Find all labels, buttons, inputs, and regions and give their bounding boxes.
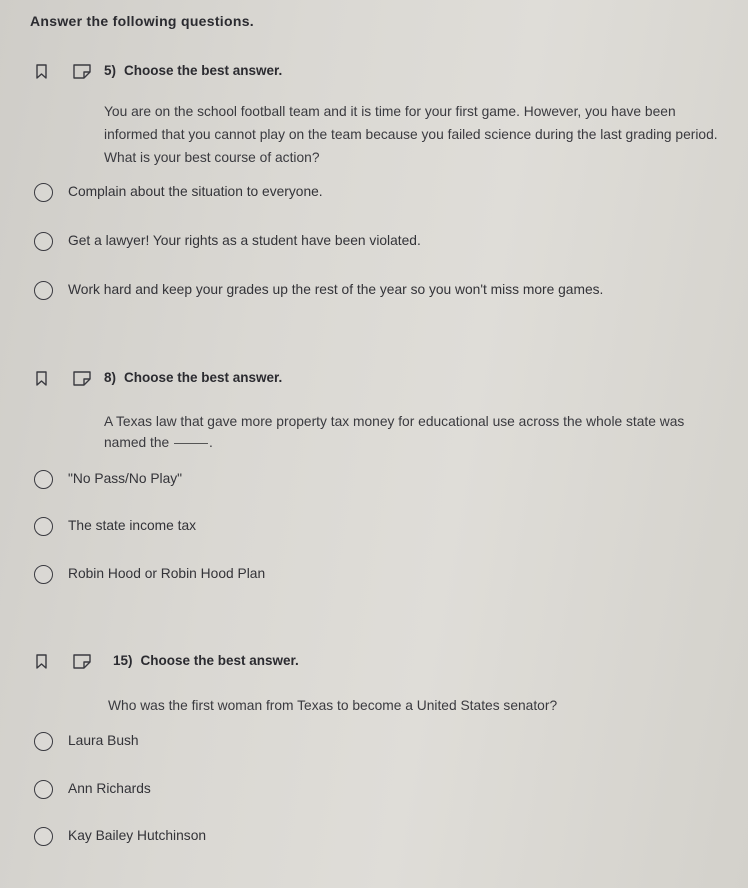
answer-option[interactable] xyxy=(34,516,714,538)
instructions-heading: Answer the following questions. xyxy=(30,13,254,29)
answer-option-label: Get a lawyer! Your rights as a student have been violated. xyxy=(68,233,421,248)
radio-button[interactable] xyxy=(34,183,53,202)
question-title xyxy=(113,653,299,668)
radio-button[interactable] xyxy=(34,827,53,846)
question-header xyxy=(0,62,748,82)
question-title xyxy=(104,63,282,78)
question-header xyxy=(0,652,748,672)
prompt-text-end: . xyxy=(209,435,213,450)
bookmark-icon[interactable] xyxy=(36,371,47,386)
note-icon[interactable] xyxy=(72,63,92,79)
radio-button[interactable] xyxy=(34,232,53,251)
answer-option[interactable] xyxy=(34,469,714,491)
question-label: Choose the best answer. xyxy=(140,653,299,668)
prompt-text: A Texas law that gave more property tax money for educational use across the whole state was named the xyxy=(104,414,685,450)
radio-button[interactable] xyxy=(34,470,53,489)
radio-button[interactable] xyxy=(34,281,53,300)
radio-button[interactable] xyxy=(34,517,53,536)
answer-option-label: Work hard and keep your grades up the rest of the year so you won't miss more games. xyxy=(68,282,604,297)
question-prompt: Who was the first woman from Texas to become a United States senator? xyxy=(108,698,558,713)
question-header xyxy=(0,369,748,389)
answer-option[interactable] xyxy=(34,826,714,848)
answer-option[interactable] xyxy=(34,779,714,801)
question-label: Choose the best answer. xyxy=(124,63,283,78)
radio-button[interactable] xyxy=(34,565,53,584)
answer-option-label: The state income tax xyxy=(68,518,197,533)
answer-option[interactable] xyxy=(34,231,714,253)
answer-option[interactable] xyxy=(34,564,714,586)
answer-option[interactable] xyxy=(34,731,714,753)
answer-option-label: Robin Hood or Robin Hood Plan xyxy=(68,566,266,581)
question-prompt xyxy=(104,411,714,453)
radio-button[interactable] xyxy=(34,780,53,799)
question-prompt: You are on the school football team and it is time for your first game. However, you have been informed that you cannot play on the team because you failed science during the last grading period. What is your best course of action? xyxy=(104,104,718,165)
fill-in-blank xyxy=(174,443,208,444)
question-number: 8) xyxy=(104,370,117,385)
answer-option-label: "No Pass/No Play" xyxy=(68,471,183,486)
bookmark-icon[interactable] xyxy=(36,64,47,79)
question-number: 15) xyxy=(113,653,133,668)
question-label: Choose the best answer. xyxy=(124,370,283,385)
answer-option[interactable] xyxy=(34,280,714,302)
note-icon[interactable] xyxy=(72,653,92,669)
bookmark-icon[interactable] xyxy=(36,654,47,669)
answer-option-label: Complain about the situation to everyone. xyxy=(68,184,323,199)
question-number: 5) xyxy=(104,63,117,78)
radio-button[interactable] xyxy=(34,732,53,751)
answer-option-label: Ann Richards xyxy=(68,781,151,796)
question-title xyxy=(104,370,282,385)
answer-option-label: Laura Bush xyxy=(68,733,139,748)
note-icon[interactable] xyxy=(72,370,92,386)
answer-option-label: Kay Bailey Hutchinson xyxy=(68,828,207,843)
answer-option[interactable] xyxy=(34,182,714,204)
